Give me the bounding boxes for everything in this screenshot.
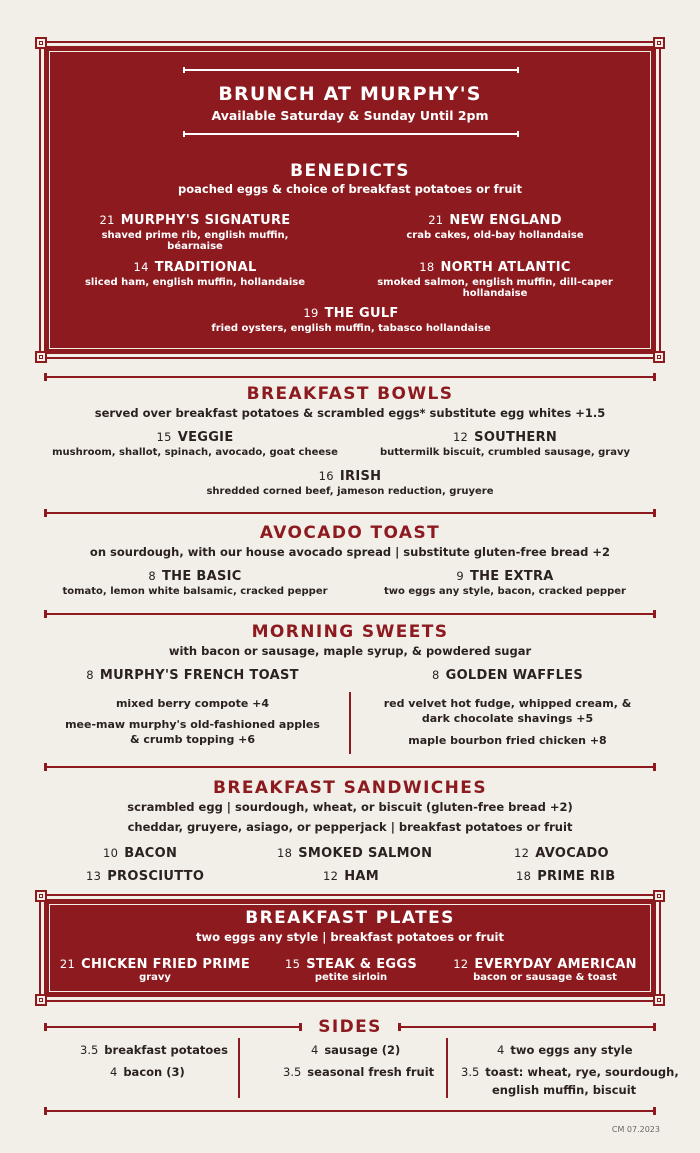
- brunch-panel: [44, 46, 656, 354]
- menu-item: 16 IRISH shredded corned beef, jameson reduction, gruyere: [206, 469, 494, 497]
- menu-item: 18 PRIME RIB: [516, 869, 616, 884]
- menu-item: 8 THE BASIC tomato, lemon white balsamic, cracked pepper: [62, 569, 328, 597]
- benedicts-title: BENEDICTS: [290, 161, 410, 181]
- menu-item: 12 HAM: [323, 869, 380, 884]
- bowls-title: BREAKFAST BOWLS: [246, 384, 454, 404]
- menu-item: 21 MURPHY'S SIGNATURE shaved prime rib, english muffin, béarnaise: [99, 213, 291, 252]
- menu-item: 21 CHICKEN FRIED PRIME gravy: [59, 957, 251, 983]
- option-text: red velvet hot fudge, whipped cream, & dark chocolate shavings +5: [383, 697, 632, 725]
- plates-title: BREAKFAST PLATES: [245, 908, 455, 928]
- menu-item: 12 SOUTHERN buttermilk biscuit, crumbled sausage, gravy: [379, 430, 631, 458]
- toast-subtitle: on sourdough, with our house avocado spread | substitute gluten-free bread +2: [89, 545, 611, 559]
- menu-item: 15 VEGGIE mushroom, shallot, spinach, avocado, goat cheese: [52, 430, 338, 458]
- side-item: 4 sausage (2): [311, 1043, 401, 1057]
- menu-item: 15 STEAK & EGGS petite sirloin: [284, 957, 418, 983]
- side-item: 3.5 seasonal fresh fruit: [283, 1065, 435, 1079]
- sides-title: SIDES: [318, 1017, 382, 1037]
- menu-item: 12 EVERYDAY AMERICAN bacon or sausage & toast: [453, 957, 637, 983]
- sweets-subtitle: with bacon or sausage, maple syrup, & powdered sugar: [168, 644, 532, 658]
- option-text: maple bourbon fried chicken +8: [408, 734, 607, 747]
- plates-subtitle: two eggs any style | breakfast potatoes or fruit: [196, 930, 504, 944]
- bowls-subtitle: served over breakfast potatoes & scrambled eggs* substitute egg whites +1.5: [94, 406, 606, 420]
- menu-item: 8 MURPHY'S FRENCH TOAST: [86, 668, 299, 683]
- sandwiches-sub2: cheddar, gruyere, asiago, or pepperjack | breakfast potatoes or fruit: [127, 820, 573, 834]
- side-item: 3.5 toast: wheat, rye, sourdough,: [461, 1065, 679, 1079]
- side-item: 4 two eggs any style: [497, 1043, 633, 1057]
- option-text: mee-maw murphy's old-fashioned apples & crumb topping +6: [65, 718, 320, 746]
- side-item: english muffin, biscuit: [492, 1083, 637, 1097]
- menu-subtitle: Available Saturday & Sunday Until 2pm: [211, 108, 489, 123]
- side-item: 4 bacon (3): [110, 1065, 185, 1079]
- toast-title: AVOCADO TOAST: [259, 523, 441, 543]
- menu-item: 19 THE GULF fried oysters, english muffin, tabasco hollandaise: [211, 306, 491, 334]
- menu-item: 9 THE EXTRA two eggs any style, bacon, cracked pepper: [384, 569, 626, 597]
- plates-panel: [44, 899, 656, 997]
- menu-item: 13 PROSCIUTTO: [86, 869, 205, 884]
- menu-item: 8 GOLDEN WAFFLES: [431, 668, 583, 683]
- sandwiches-sub1: scrambled egg | sourdough, wheat, or biscuit (gluten-free bread +2): [127, 800, 573, 814]
- menu-title: BRUNCH AT MURPHY'S: [218, 83, 482, 105]
- menu-item: 10 BACON: [103, 846, 178, 861]
- menu-item: 21 NEW ENGLAND crab cakes, old-bay hollandaise: [406, 213, 584, 241]
- side-item: 3.5 breakfast potatoes: [80, 1043, 228, 1057]
- benedicts-subtitle: poached eggs & choice of breakfast potatoes or fruit: [178, 182, 522, 196]
- menu-code: CM 07.2023: [611, 1125, 660, 1134]
- option-text: mixed berry compote +4: [115, 697, 270, 710]
- menu-item: 18 NORTH ATLANTIC smoked salmon, english muffin, dill-caper hollandaise: [377, 260, 613, 299]
- sweets-title: MORNING SWEETS: [251, 622, 449, 642]
- sandwiches-title: BREAKFAST SANDWICHES: [213, 778, 487, 798]
- menu-item: 14 TRADITIONAL sliced ham, english muffin, hollandaise: [84, 260, 306, 288]
- menu-item: 12 AVOCADO: [514, 846, 609, 861]
- menu-item: 18 SMOKED SALMON: [277, 846, 433, 861]
